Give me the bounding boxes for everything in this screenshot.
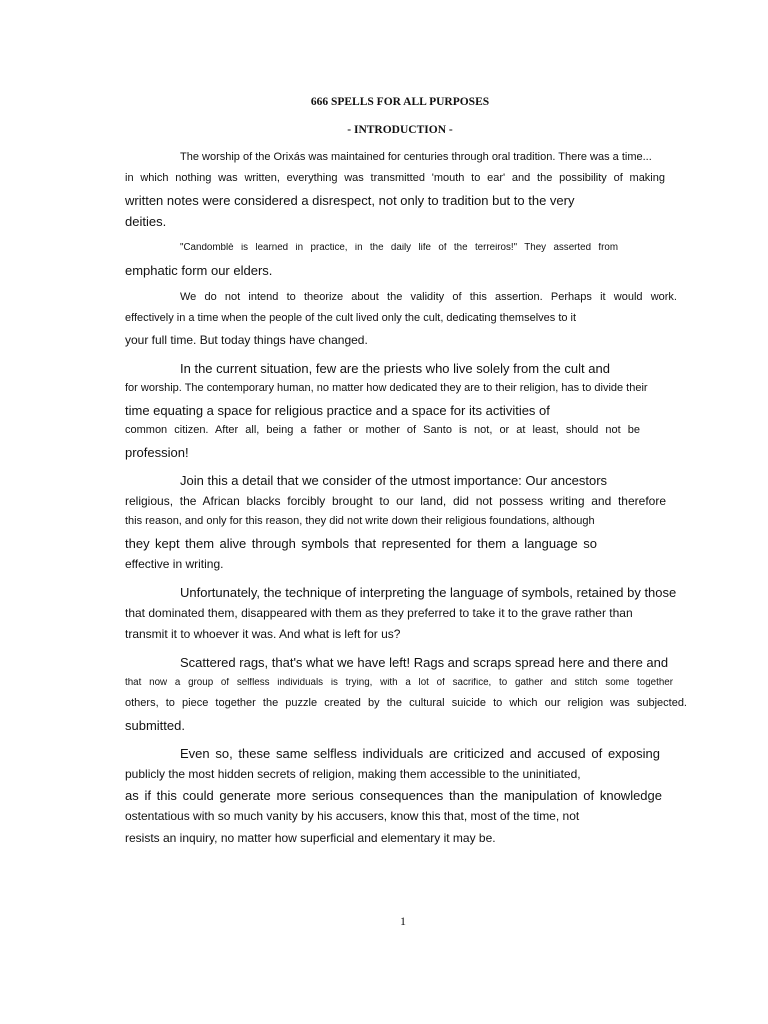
text-line: effectively in a time when the people of the cult lived only the cult, dedicating themselves to it	[125, 312, 577, 324]
text-line: publicly the most hidden secrets of religion, making them accessible to the uninitiated,	[125, 767, 581, 781]
text-line: resists an inquiry, no matter how superficial and elementary it may be.	[125, 831, 496, 845]
text-line: time equating a space for religious practice and a space for its activities of	[125, 403, 550, 418]
text-line: Even so, these same selfless individuals are criticized and accused of exposing	[180, 747, 660, 761]
page-number: 1	[400, 914, 406, 928]
text-line: In the current situation, few are the priests who live solely from the cult and	[180, 361, 610, 376]
text-line: ostentatious with so much vanity by his accusers, know this that, most of the time, not	[125, 809, 580, 823]
text-line: The worship of the Orixás was maintained for centuries through oral tradition. There was a time...	[180, 151, 652, 163]
text-line: your full time. But today things have changed.	[125, 333, 368, 347]
text-line: this reason, and only for this reason, they did not write down their religious foundations, although	[125, 515, 595, 527]
text-line: that dominated them, disappeared with them as they preferred to take it to the grave rather than	[125, 606, 633, 620]
text-line: transmit it to whoever it was. And what is left for us?	[125, 627, 401, 641]
text-line: others, to piece together the puzzle created by the cultural suicide to which our religion was subjected.	[125, 698, 687, 709]
text-line: profession!	[125, 445, 189, 460]
text-line: deities.	[125, 214, 167, 229]
document-subtitle: - INTRODUCTION -	[347, 124, 453, 136]
text-line: in which nothing was written, everything was transmitted 'mouth to ear' and the possibility of making	[125, 173, 665, 184]
text-line: "Candomblé is learned in practice, in the daily life of the terreiros!" They asserted from	[180, 243, 618, 253]
text-line: that now a group of selfless individuals is trying, with a lot of sacrifice, to gather and stitch some together	[125, 678, 673, 688]
text-line: they kept them alive through symbols that represented for them a language so	[125, 537, 597, 551]
text-line: emphatic form our elders.	[125, 263, 273, 278]
text-line: We do not intend to theorize about the validity of this assertion. Perhaps it would work.	[180, 292, 677, 303]
text-line: submitted.	[125, 718, 185, 733]
text-line: Unfortunately, the technique of interpreting the language of symbols, retained by those	[180, 585, 677, 600]
text-line: written notes were considered a disrespect, not only to tradition but to the very	[125, 193, 575, 208]
text-line: for worship. The contemporary human, no matter how dedicated they are to their religion, has to divide their	[125, 382, 648, 394]
text-line: Scattered rags, that's what we have left! Rags and scraps spread here and there and	[180, 655, 669, 670]
document-title: 666 SPELLS FOR ALL PURPOSES	[310, 96, 490, 108]
text-line: common citizen. After all, being a father or mother of Santo is not, or at least, should not be	[125, 425, 640, 436]
text-line: religious, the African blacks forcibly brought to our land, did not possess writing and therefore	[125, 495, 666, 508]
text-line: as if this could generate more serious consequences than the manipulation of knowledge	[125, 789, 662, 803]
text-line: Join this a detail that we consider of the utmost importance: Our ancestors	[180, 473, 608, 488]
text-line: effective in writing.	[125, 557, 224, 571]
